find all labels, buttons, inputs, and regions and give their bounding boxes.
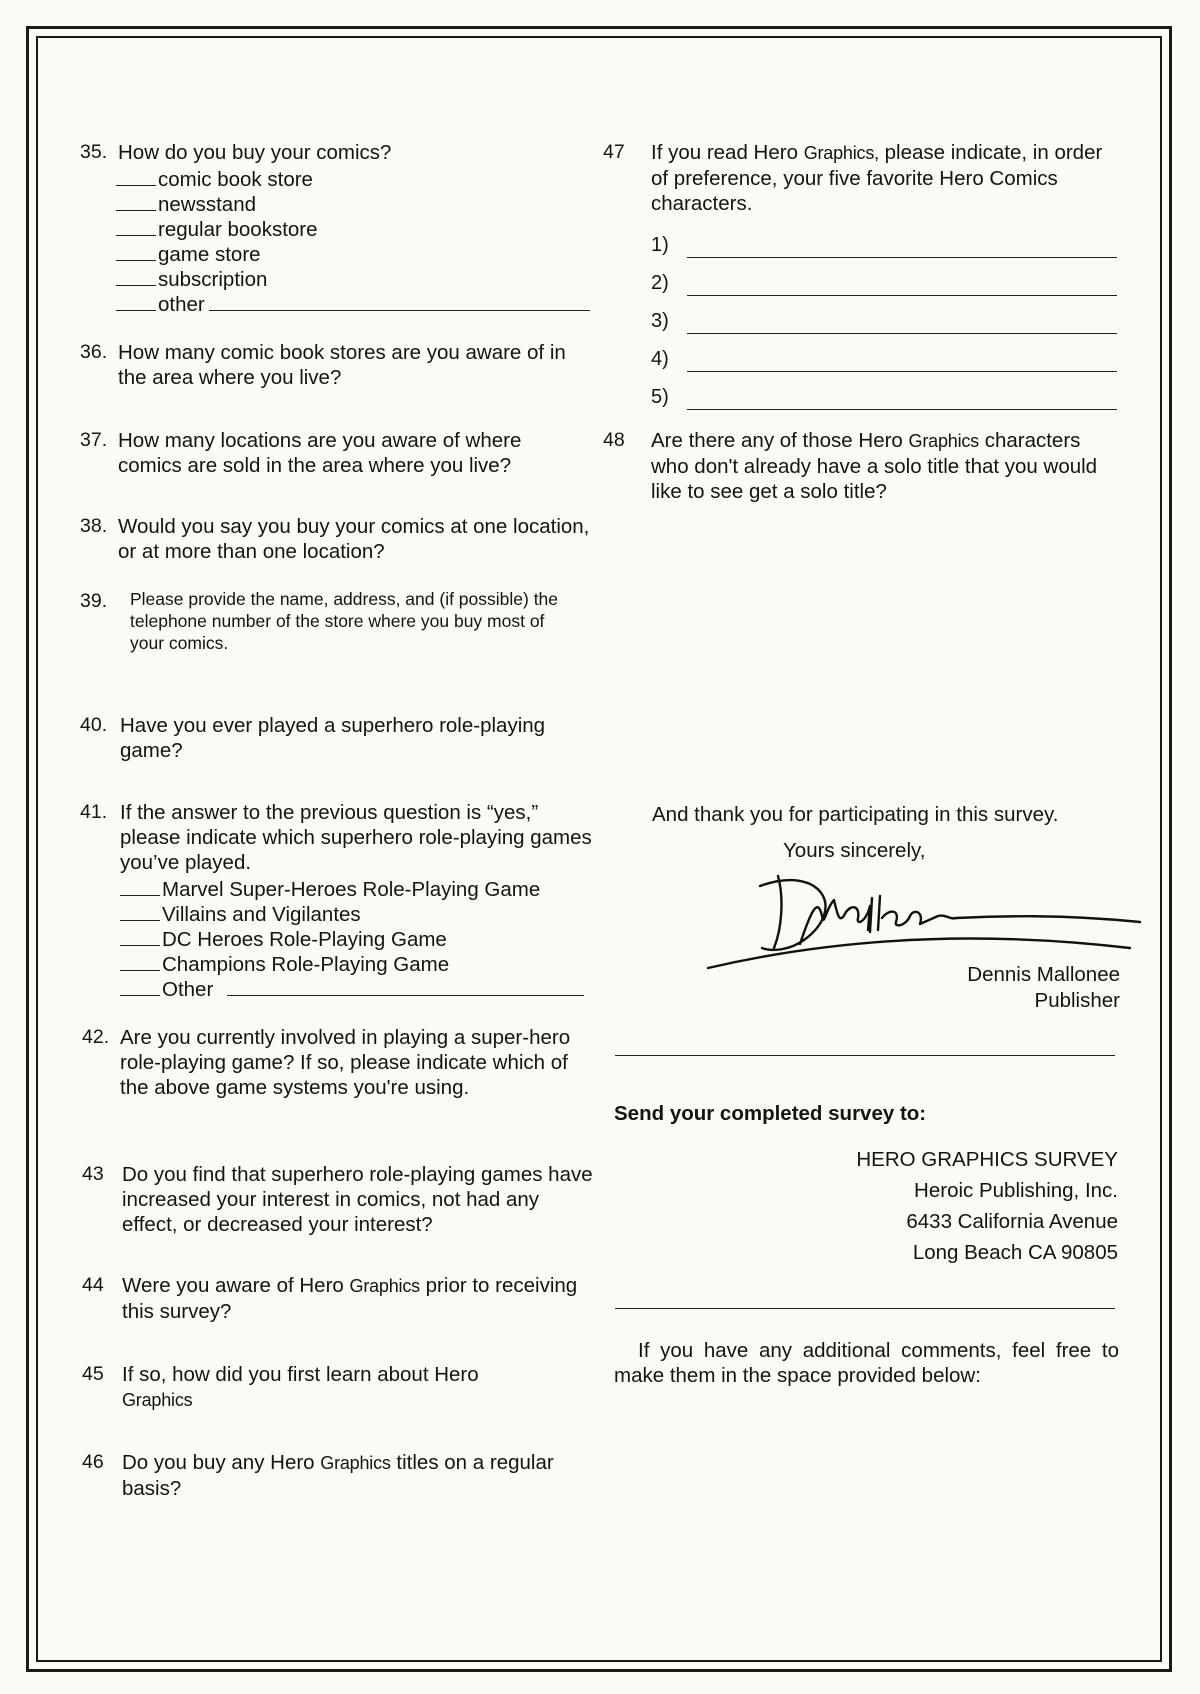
- closing-text: Yours sincerely,: [783, 839, 926, 862]
- hero-graphics-word: Graphics: [320, 1453, 391, 1473]
- rank-row[interactable]: [651, 296, 1117, 334]
- answer-blank[interactable]: [116, 216, 156, 236]
- rank-fill-line[interactable]: [687, 357, 1117, 372]
- comments-prompt: If you have any additional comments, feel free to make them in the space provided below:: [614, 1339, 1119, 1387]
- option-comic-book-store[interactable]: [116, 166, 590, 191]
- question-38: [80, 514, 590, 564]
- rank-label: 1): [651, 234, 669, 256]
- question-48: [603, 428, 1118, 504]
- question-44: [82, 1273, 594, 1324]
- question-40: [80, 713, 594, 763]
- question-35: [80, 140, 590, 316]
- question-text-continued: prior to receiving this survey?: [122, 1274, 578, 1323]
- question-36: [80, 340, 590, 390]
- answer-blank[interactable]: [116, 166, 156, 186]
- option-dc-heroes[interactable]: [120, 926, 594, 951]
- option-label: newsstand: [158, 193, 257, 216]
- question-number: 36.: [80, 341, 108, 363]
- option-label: comic book store: [158, 168, 313, 191]
- thank-you-text: And thank you for participating in this survey.: [652, 803, 1059, 826]
- answer-blank[interactable]: [120, 926, 160, 946]
- rank-row[interactable]: [651, 258, 1117, 296]
- question-text: If you read Hero: [651, 141, 798, 164]
- hero-graphics-word: Graphics,: [803, 143, 879, 163]
- rank-row[interactable]: [651, 334, 1117, 372]
- question-41: [80, 800, 594, 1001]
- option-regular-bookstore[interactable]: [116, 216, 590, 241]
- rank-label: 2): [651, 272, 669, 294]
- question-45: [82, 1362, 594, 1413]
- option-other[interactable]: [116, 291, 590, 316]
- answer-blank[interactable]: [120, 901, 160, 921]
- question-number: 37.: [80, 429, 108, 451]
- address-line: 6433 California Avenue: [906, 1210, 1118, 1233]
- rank-fill-line[interactable]: [687, 243, 1117, 258]
- question-47: [603, 140, 1118, 410]
- question-number: 45: [82, 1363, 104, 1385]
- rank-row[interactable]: [651, 372, 1117, 410]
- option-label: Villains and Vigilantes: [162, 903, 361, 926]
- rank-label: 4): [651, 348, 669, 370]
- mailing-address: [700, 1144, 1118, 1268]
- option-villains-vigilantes[interactable]: [120, 901, 594, 926]
- option-marvel-super-heroes[interactable]: [120, 876, 594, 901]
- question-text: Do you buy any Hero: [122, 1451, 315, 1474]
- address-line: HERO GRAPHICS SURVEY: [856, 1148, 1118, 1171]
- question-text-continued: characters who don't already have a solo title that you would like to see get a solo title?: [651, 429, 1098, 503]
- question-number: 35.: [80, 141, 108, 163]
- send-heading: Send your completed survey to:: [614, 1102, 927, 1125]
- option-label: Champions Role-Playing Game: [162, 953, 450, 976]
- question-text: Please provide the name, address, and (if possible) the telephone number of the store where you buy most of your comics.: [130, 589, 559, 653]
- question-text-continued: please indicate, in order of preference, your five favorite Hero Comics characters.: [651, 141, 1103, 215]
- question-text: Do you find that superhero role-playing games have increased your interest in comics, not had any effect, or decreased your interest?: [122, 1163, 593, 1236]
- question-text: Are there any of those Hero: [651, 429, 903, 452]
- question-number: 44: [82, 1274, 104, 1296]
- answer-blank[interactable]: [116, 191, 156, 211]
- option-label: game store: [158, 243, 261, 266]
- rank-fill-line[interactable]: [687, 319, 1117, 334]
- question-number: 46: [82, 1451, 104, 1473]
- hero-graphics-word: Graphics: [908, 431, 979, 451]
- divider: [615, 1055, 1115, 1056]
- question-42: [82, 1025, 594, 1100]
- question-text-continued: titles on a regular basis?: [122, 1451, 554, 1500]
- answer-blank[interactable]: [116, 291, 156, 311]
- question-43: [82, 1162, 594, 1237]
- answer-blank[interactable]: [116, 241, 156, 261]
- question-number: 47: [603, 141, 625, 163]
- question-text: Would you say you buy your comics at one location, or at more than one location?: [118, 515, 590, 563]
- answer-blank[interactable]: [120, 951, 160, 971]
- option-label: Other: [162, 978, 214, 1001]
- option-label: other: [158, 293, 205, 316]
- option-label: subscription: [158, 268, 268, 291]
- question-text: Were you aware of Hero: [122, 1274, 344, 1297]
- question-37: [80, 428, 590, 478]
- question-number: 41.: [80, 801, 108, 823]
- question-number: 38.: [80, 515, 108, 537]
- question-text: How many locations are you aware of where comics are sold in the area where you live?: [118, 429, 522, 477]
- question-number: 42.: [82, 1026, 110, 1048]
- question-46: [82, 1450, 594, 1501]
- address-line: Long Beach CA 90805: [912, 1241, 1118, 1264]
- question-text: How do you buy your comics?: [118, 141, 392, 164]
- rank-row[interactable]: [651, 220, 1117, 258]
- question-text: Have you ever played a superhero role-playing game?: [120, 714, 546, 762]
- answer-blank[interactable]: [116, 266, 156, 286]
- answer-blank[interactable]: [120, 876, 160, 896]
- other-fill-line[interactable]: [227, 976, 584, 996]
- rank-label: 5): [651, 386, 669, 408]
- question-number: 40.: [80, 714, 108, 736]
- option-subscription[interactable]: [116, 266, 590, 291]
- address-line: Heroic Publishing, Inc.: [914, 1179, 1118, 1202]
- question-text: How many comic book stores are you aware of in the area where you live?: [118, 341, 566, 389]
- question-text: If the answer to the previous question is “yes,” please indicate which superhero role-playing games you’ve played.: [120, 801, 592, 874]
- question-text: Are you currently involved in playing a super-hero role-playing game? If so, please indicate which of the above game systems you're using.: [120, 1026, 571, 1099]
- question-number: 43: [82, 1163, 104, 1185]
- hero-graphics-word: Graphics: [349, 1276, 420, 1296]
- option-game-store[interactable]: [116, 241, 590, 266]
- signer-name: Dennis Mallonee: [967, 963, 1120, 986]
- rank-fill-line[interactable]: [687, 395, 1117, 410]
- question-39: [80, 588, 560, 654]
- answer-blank[interactable]: [120, 976, 160, 996]
- option-champions[interactable]: [120, 951, 594, 976]
- signer-title: Publisher: [1034, 989, 1120, 1012]
- divider: [615, 1308, 1115, 1309]
- option-other[interactable]: [120, 976, 594, 1001]
- option-label: Marvel Super-Heroes Role-Playing Game: [162, 878, 541, 901]
- rank-label: 3): [651, 310, 669, 332]
- option-label: DC Heroes Role-Playing Game: [162, 928, 447, 951]
- question-number: 39.: [80, 590, 108, 612]
- hero-graphics-word: Graphics: [122, 1390, 193, 1410]
- other-fill-line[interactable]: [209, 291, 590, 311]
- option-label: regular bookstore: [158, 218, 318, 241]
- question-number: 48: [603, 429, 625, 451]
- question-text: If so, how did you first learn about Hero: [122, 1363, 479, 1386]
- rank-fill-line[interactable]: [687, 281, 1117, 296]
- option-newsstand[interactable]: [116, 191, 590, 216]
